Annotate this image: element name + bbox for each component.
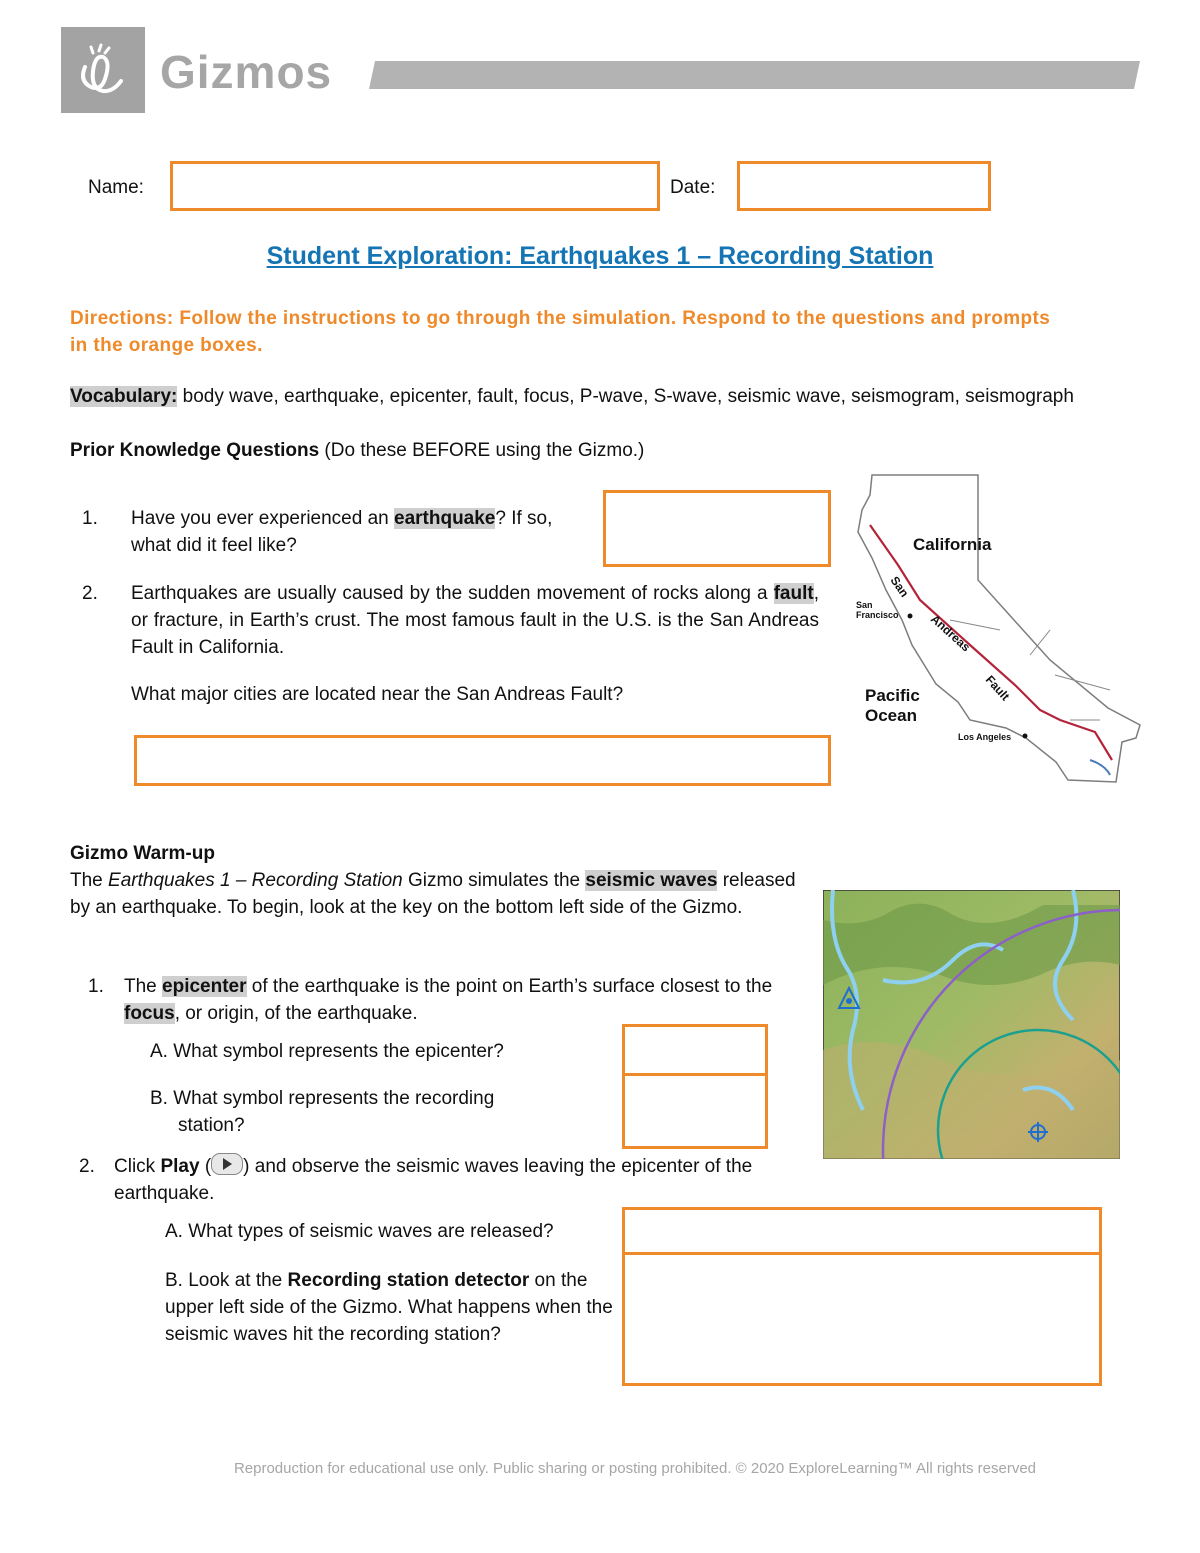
date-label: Date: [670,177,716,198]
prior-q1-number: 1. [82,508,98,529]
map-label-california: California [913,535,992,554]
vocabulary-label: Vocabulary: [70,386,178,407]
term-seismic-waves: seismic waves [585,870,718,891]
warmup-q1b-line2: station? [178,1115,245,1136]
vocabulary-terms: body wave, earthquake, epicenter, fault, focus, P-wave, S-wave, seismic wave, seismogram, seismograph [177,386,1074,407]
prior-q2-question: What major cities are located near the San Andreas Fault? [131,684,624,705]
brand-name: Gizmos [160,46,333,98]
directions: Directions: Follow the instructions to go through the simulation. Respond to the questions and prompts in the orange boxes. [70,308,1051,356]
warmup-q1-number: 1. [88,976,104,997]
answer-box-station-symbol[interactable] [622,1073,768,1149]
map-label-ocean: Ocean [865,706,917,725]
prior-q1-text: Have you ever experienced an earthquake? If so, what did it feel like? [131,508,553,556]
header-bar [369,61,1140,89]
page-title: Student Exploration: Earthquakes 1 – Recording Station [266,242,934,270]
prior-q2-text: Earthquakes are usually caused by the sudden movement of rocks along a fault, or fracture, in Earth’s crust. The most famous fault in the U.S. is the San Andreas Fault in California. [131,583,819,658]
term-recording-station-detector: Recording station detector [287,1270,530,1291]
term-fault: fault [773,583,814,604]
prior-note: (Do these BEFORE using the Gizmo.) [319,440,645,461]
warmup-heading: Gizmo Warm-up [70,843,215,864]
term-epicenter: epicenter [162,976,247,997]
warmup-q2-number: 2. [79,1156,95,1177]
explorelearning-logo-icon [61,27,145,113]
name-field[interactable] [170,161,660,211]
fault-label-fault: Fault [982,672,1013,704]
warmup-intro: The Earthquakes 1 – Recording Station Gizmo simulates the seismic waves released by an earthquake. To begin, look at the key on the bottom left side of the Gizmo. [70,870,796,918]
fault-label-san: San [887,573,912,600]
prior-knowledge-heading [70,437,830,464]
prior-q2-number: 2. [82,583,98,604]
date-field[interactable] [737,161,991,211]
gizmos-logo-mark [61,27,145,113]
california-map [850,470,1150,790]
answer-box-epicenter-symbol[interactable] [622,1024,768,1076]
answer-box-wave-types[interactable] [622,1207,1102,1255]
answer-box-prior-q2[interactable] [134,735,831,786]
map-label-francisco: Francisco [856,610,899,620]
warmup-q1-text: The epicenter of the earthquake is the point on Earth’s surface closest to the focus, or origin, of the earthquake. [124,976,773,1024]
footer-copyright: Reproduction for educational use only. Public sharing or posting prohibited. © 2020 ExploreLearning™ All rights reserved [233,1460,1037,1477]
map-label-san: San [856,600,873,610]
vocabulary [70,383,1090,410]
warmup-q2-text: Click Play ( ) and observe the seismic waves leaving the epicenter of the earthquake. [114,1153,814,1207]
gizmo-simulation-map [823,890,1120,1159]
sf-city-dot [908,614,913,619]
play-button-icon [211,1153,243,1175]
answer-box-station-hit[interactable] [622,1252,1102,1386]
warmup-q2b-text: B. Look at the Recording station detector on the upper left side of the Gizmo. What happens when the seismic waves hit the recording station? [165,1270,613,1345]
warmup-q2a-text: A. What types of seismic waves are released? [165,1221,554,1242]
fault-label-andreas: Andreas [927,611,974,655]
prior-heading: Prior Knowledge Questions [70,440,320,461]
map-label-los-angeles: Los Angeles [958,732,1012,742]
warmup-q1b-line1: B. What symbol represents the recording [150,1088,495,1109]
warmup-q1a-text: A. What symbol represents the epicenter? [150,1041,504,1062]
term-earthquake: earthquake [394,508,496,529]
name-label: Name: [88,177,144,198]
term-focus: focus [124,1003,175,1024]
answer-box-prior-q1[interactable] [603,490,831,567]
play-label: Play [160,1156,200,1177]
la-city-dot [1023,734,1028,739]
map-label-pacific: Pacific [865,686,920,705]
